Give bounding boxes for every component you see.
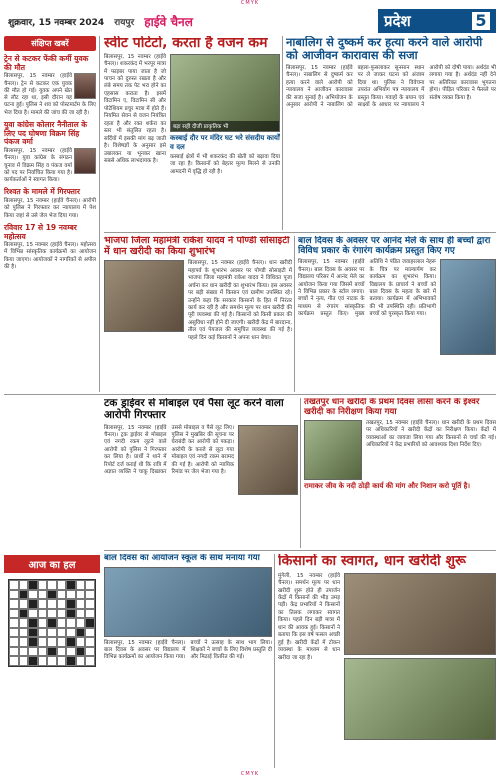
crossword-cell bbox=[57, 618, 67, 628]
briefs-column bbox=[4, 36, 100, 392]
crossword-cell bbox=[19, 609, 29, 619]
story-body: तखतपुर, 15 नवम्बर (हाईवे चैनल)। धान खरीदी के प्रथम दिवस पर अधिकारियों ने खरीदी केंद्रों का निरीक्षण किया। केंद्रों में व्यवस्थाओं का जायजा लिया गया और किसानों से चर्चा की गई। अधिकारियों ने केंद्र प्रभारियों को आवश्यक दिशा निर्देश दिए। bbox=[366, 420, 496, 449]
crossword-cell bbox=[76, 637, 86, 647]
crossword-cell bbox=[47, 637, 57, 647]
masthead-info bbox=[4, 9, 378, 33]
crossword-cell bbox=[28, 580, 38, 590]
issue-city: रायपुर bbox=[114, 17, 135, 28]
crossword-cell bbox=[66, 580, 76, 590]
brief-item bbox=[4, 224, 96, 271]
crossword-cell bbox=[9, 609, 19, 619]
column-divider bbox=[300, 398, 301, 548]
puzzle-box bbox=[4, 555, 100, 767]
brief-body: बिलासपुर, 15 नवम्बर (हाईवे चैनल)। ट्रेन से कटकर एक युवक की मौत हो गई। युवक अपने खेत से लौट रहा था, इसी दौरान यह घटना हुई। पुलिस ने शव को पोस्टमार्टम के लिए भेज दिया है। मामले की जांच की जा रही है। bbox=[4, 73, 96, 116]
brief-photo bbox=[74, 73, 96, 99]
story-childrens-day-fair bbox=[298, 236, 496, 392]
crossword-cell bbox=[57, 637, 67, 647]
crossword-cell bbox=[76, 618, 86, 628]
story-body: बिलासपुर, 15 नवम्बर (हाईवे चैनल)। शकरकंद में भरपूर मात्रा में फाइबर पाया जाता है जो पाचन को दुरुस्त रखता है और लंबे समय तक पेट भरा होने का एहसास कराता है। इसमें विटामिन ए, विटामिन सी और पोटेशियम प्रचुर मात्रा में होते हैं। नियमित सेवन से वजन नियंत्रित रहता है और रक्त शर्करा का स्तर भी संतुलित रहता है। सर्दियों में इसकी मांग बढ़ जाती है। विशेषज्ञों के अनुसार इसे उबालकर या भूनकर खाना सबसे अधिक लाभदायक है। bbox=[104, 53, 166, 165]
crossword-cell bbox=[28, 609, 38, 619]
crossword-cell bbox=[9, 656, 19, 666]
crossword-cell bbox=[47, 599, 57, 609]
story-subhead: कस्बाई दौर पर मंदिर घट भरे संसदीय कार्यों व दल bbox=[170, 133, 280, 151]
photo-caption: बड़ा सही दीजी प्राकृतिक भी bbox=[171, 121, 279, 131]
crossword-cell bbox=[38, 637, 48, 647]
crossword-cell bbox=[76, 656, 86, 666]
crossword-cell bbox=[19, 580, 29, 590]
story-photo bbox=[238, 425, 298, 495]
story-photo bbox=[344, 573, 496, 655]
crossword-cell bbox=[85, 656, 95, 666]
crossword-cell bbox=[57, 580, 67, 590]
story-headline: बाल दिवस के अवसर पर आनंद मेले के साथ ही बच्चों द्वारा विविध प्रकार के रंगारंग कार्यक्रम प्रस्तुत किए गए bbox=[298, 236, 491, 257]
puzzle-heading: आज का हल bbox=[4, 555, 100, 573]
crossword-cell bbox=[9, 628, 19, 638]
crossword-grid bbox=[8, 579, 96, 667]
crossword-cell bbox=[66, 656, 76, 666]
crossword-cell bbox=[19, 628, 29, 638]
column-divider bbox=[294, 236, 295, 392]
crossword-cell bbox=[47, 590, 57, 600]
crossword-cell bbox=[85, 618, 95, 628]
crossword-cell bbox=[38, 656, 48, 666]
crossword-cell bbox=[47, 628, 57, 638]
crossword-cell bbox=[47, 647, 57, 657]
crossword-cell bbox=[76, 628, 86, 638]
story-takhatpur-inspection bbox=[304, 398, 496, 548]
crossword-cell bbox=[57, 599, 67, 609]
brief-body: बिलासपुर, 15 नवम्बर (हाईवे चैनल)। युवा कांग्रेस के संगठन चुनाव में विक्रम सिंह व पंकज वर्मा को पद पर निर्वाचित किया गया है। कार्यकर्ताओं ने स्वागत किया। bbox=[4, 147, 72, 184]
crossword-cell bbox=[47, 618, 57, 628]
crossword-cell bbox=[76, 599, 86, 609]
crossword-cell bbox=[19, 618, 29, 628]
crossword-cell bbox=[66, 637, 76, 647]
story-body: बिलासपुर, 15 नवम्बर (हाईवे चैनल)। धान खरीदी महापर्व के शुभारंभ अवसर पर पोण्डी सोसाइटी में भाजपा जिला महामंत्री राकेश यादव ने विधिवत पूजा अर्चना कर धान खरीदी का शुभारंभ किया। इस अवसर पर बड़ी संख्या में किसान एवं ग्रामीण उपस्थित रहे। उन्होंने कहा कि सरकार किसानों के हित में निरंतर कार्य कर रही है और समर्थन मूल्य पर धान खरीदी की पूरी व्यवस्था की गई है। किसानों को किसी प्रकार की असुविधा नहीं होने दी जाएगी। खरीदी केंद्र में बारदाना, तौल एवं पेयजल की समुचित व्यवस्था की गई है। पहले दिन कई किसानों ने अपना धान बेचा। bbox=[188, 260, 292, 341]
crossword-cell bbox=[9, 580, 19, 590]
crossword-cell bbox=[47, 656, 57, 666]
crossword-cell bbox=[76, 647, 86, 657]
page-number: 5 bbox=[472, 12, 490, 30]
column-divider bbox=[274, 554, 275, 768]
brief-title: रिश्वत के मामले में गिरफ्तार bbox=[4, 187, 80, 197]
story-photo bbox=[440, 259, 496, 355]
story-body: बिलासपुर, 15 नवम्बर (हाईवे चैनल)। बाल दिवस के अवसर पर विद्यालय में विभिन्न कार्यक्रमों का आयोजन किया गया। बच्चों ने उत्साह के साथ भाग लिया। शिक्षकों ने बच्चों के लिए विशेष प्रस्तुति दी और मिठाई वितरित की गई। bbox=[104, 639, 272, 661]
row-divider bbox=[4, 394, 496, 395]
column-divider bbox=[282, 36, 283, 230]
row-divider bbox=[104, 232, 496, 233]
brief-item bbox=[4, 188, 96, 220]
crossword-cell bbox=[19, 590, 29, 600]
story-photo bbox=[104, 260, 184, 332]
cmyk-marker-top: CMYK bbox=[240, 0, 260, 6]
briefs-heading: संक्षिप्त खबरें bbox=[4, 36, 96, 51]
story-sweet-potato bbox=[104, 36, 280, 230]
crossword-cell bbox=[9, 637, 19, 647]
crossword-cell bbox=[57, 647, 67, 657]
crossword-cell bbox=[38, 590, 48, 600]
crossword-cell bbox=[19, 637, 29, 647]
crossword-cell bbox=[9, 618, 19, 628]
brief-item bbox=[4, 55, 96, 117]
story-headline: भाजपा जिला महामंत्री राकेश यादव ने पोण्डी सोसाइटी में धान खरीदी का किया शुभारंभ bbox=[104, 236, 290, 257]
crossword-cell bbox=[47, 580, 57, 590]
crossword-cell bbox=[57, 656, 67, 666]
cmyk-marker-bottom: CMYK bbox=[240, 771, 260, 777]
crossword-cell bbox=[85, 628, 95, 638]
crossword-cell bbox=[28, 647, 38, 657]
row-divider bbox=[104, 550, 496, 551]
crossword-cell bbox=[28, 599, 38, 609]
crossword-cell bbox=[9, 599, 19, 609]
section-banner bbox=[378, 9, 496, 33]
crossword-cell bbox=[38, 599, 48, 609]
crossword-cell bbox=[57, 590, 67, 600]
crossword-cell bbox=[38, 618, 48, 628]
crossword-cell bbox=[66, 618, 76, 628]
story-body: बिलासपुर, 15 नवम्बर (हाईवे चैनल)। ट्रक ड्राईवर से मोबाइल एवं नगदी रकम लूटने वाले आरोपी को पुलिस ने गिरफ्तार कर लिया है। प्रार्थी ने थाने में रिपोर्ट दर्ज कराई थी कि रात्रि में अज्ञात व्यक्ति ने चाकू दिखाकर उससे मोबाइल व पैसे लूट लिए। पुलिस ने मुखबिर की सूचना पर घेराबंदी कर आरोपी को पकड़ा। आरोपी के कब्जे से लूटा गया मोबाइल एवं नगदी रकम बरामद की गई है। आरोपी को न्यायिक रिमांड पर जेल भेजा गया है। bbox=[104, 424, 234, 476]
story-school-childrens-day bbox=[104, 554, 272, 768]
story-headline: बाल दिवस का आयोजन स्कूल के साथ मनाया गया bbox=[104, 554, 260, 563]
crossword-cell bbox=[47, 609, 57, 619]
story-court-verdict bbox=[286, 36, 496, 230]
crossword-cell bbox=[57, 628, 67, 638]
crossword-cell bbox=[19, 656, 29, 666]
crossword-cell bbox=[85, 637, 95, 647]
crossword-cell bbox=[38, 580, 48, 590]
brief-title: युवा कांग्रेस कोलार नैनीताल के लिए पद घोषणा विक्रम सिंह पंकज वर्मा bbox=[4, 120, 88, 147]
story-headline: स्वीट पोटेटो, करता है वजन कम bbox=[104, 36, 268, 51]
masthead bbox=[4, 9, 496, 33]
section-name: प्रदेश bbox=[384, 12, 411, 30]
crossword-cell bbox=[38, 609, 48, 619]
crossword-cell bbox=[57, 609, 67, 619]
brief-body: बिलासपुर, 15 नवम्बर (हाईवे चैनल)। आरोपी को पुलिस ने गिरफ्तार कर न्यायालय में पेश किया जहां से उसे जेल भेज दिया गया। bbox=[4, 198, 96, 219]
story-headline: किसानों का स्वागत, धान खरीदी शुरू bbox=[278, 554, 466, 569]
crossword-cell bbox=[66, 647, 76, 657]
crossword-cell bbox=[9, 590, 19, 600]
crossword-cell bbox=[28, 628, 38, 638]
brief-item bbox=[4, 121, 96, 184]
story-headline: नाबालिग से दुष्कर्म कर हत्या करने वाले आरोपी को आजीवन कारावास की सजा bbox=[286, 36, 483, 62]
crossword-cell bbox=[85, 599, 95, 609]
story-body: बिलासपुर, 15 नवम्बर (हाईवे चैनल)। नाबालिग से दुष्कर्म कर हत्या करने वाले आरोपी को न्यायालय ने आजीवन कारावास की सजा सुनाई है। अभियोजन के अनुसार आरोपी ने नाबालिग को बहला-फुसलाकर सुनसान स्थान पर ले जाकर घटना को अंजाम दिया था। पुलिस ने विवेचना उपरांत अभियोग पत्र न्यायालय में प्रस्तुत किया। गवाहों के बयान एवं साक्ष्यों के आधार पर न्यायालय ने आरोपी को दोषी पाया। अर्थदंड भी लगाया गया है। अर्थदंड नहीं देने पर अतिरिक्त कारावास भुगतना होगा। पीड़ित परिवार ने फैसले पर संतोष व्यक्त किया है। bbox=[286, 64, 496, 109]
story-headline: टक ड्राईवर से मोबाइल एवं पैसा लूट करने वाला आरोपी गिरफ्तार bbox=[104, 398, 284, 421]
story-paddy-inauguration bbox=[104, 236, 292, 392]
story-photo bbox=[104, 567, 272, 637]
crossword-cell bbox=[85, 580, 95, 590]
crossword-cell bbox=[85, 590, 95, 600]
crossword-cell bbox=[9, 647, 19, 657]
brief-title: रविवार 17 से 19 नवम्बर महोत्सव bbox=[4, 222, 77, 241]
crossword-cell bbox=[28, 637, 38, 647]
crossword-cell bbox=[19, 647, 29, 657]
crossword-cell bbox=[85, 647, 95, 657]
crossword-cell bbox=[66, 628, 76, 638]
newspaper-brand: हाईवे चैनल bbox=[144, 14, 193, 29]
crossword-cell bbox=[76, 580, 86, 590]
story-farmers-welcome bbox=[278, 554, 496, 768]
crossword-cell bbox=[28, 618, 38, 628]
crossword-cell bbox=[66, 590, 76, 600]
crossword-cell bbox=[19, 599, 29, 609]
crossword-cell bbox=[28, 590, 38, 600]
crossword-cell bbox=[38, 628, 48, 638]
story-body: मुंगेली, 15 नवम्बर (हाईवे चैनल)। समर्थन मूल्य पर धान खरीदी शुरू होते ही उपार्जन केंद्रों में किसानों की भीड़ उमड़ पड़ी। केंद्र प्रभारियों ने किसानों का तिलक लगाकर स्वागत किया। पहले दिन बड़ी मात्रा में धान की आवक हुई। किसानों ने बताया कि इस वर्ष फसल अच्छी हुई है। खरीदी केंद्रों में टोकन व्यवस्था के माध्यम से धान खरीदा जा रहा है। bbox=[278, 572, 340, 661]
brief-title: ट्रेन से कटकर फेंकी कर्मी युवक की मौत bbox=[4, 54, 89, 72]
story-body: बिलासपुर, 15 नवम्बर (हाईवे चैनल)। बाल दिवस के अवसर पर विद्यालय परिसर में आनंद मेले का आयोजन किया गया जिसमें बच्चों ने विभिन्न प्रकार के स्टॉल लगाए। बच्चों ने नृत्य, गीत एवं नाटक के माध्यम से रंगारंग सांस्कृतिक कार्यक्रम प्रस्तुत किए। मुख्य अतिथि ने पंडित जवाहरलाल नेहरू के चित्र पर माल्यार्पण कर कार्यक्रम का शुभारंभ किया। विद्यालय के प्राचार्य ने बच्चों को बाल दिवस के महत्व के बारे में बताया। कार्यक्रम में अभिभावकों की भी उपस्थिति रही। प्रतिभागी बच्चों को पुरस्कृत किया गया। bbox=[298, 259, 436, 318]
story-photo bbox=[170, 54, 280, 132]
crossword-cell bbox=[38, 647, 48, 657]
story-photo bbox=[304, 420, 362, 480]
story-body-continued: कस्बाई क्षेत्रों में भी शकरकंद की खेती को बढ़ावा दिया जा रहा है। किसानों को बेहतर मूल्य मिलने से उनकी आमदनी में वृद्धि हो रही है। bbox=[170, 153, 280, 175]
crossword-cell bbox=[28, 656, 38, 666]
crossword-cell bbox=[76, 590, 86, 600]
crossword-cell bbox=[66, 609, 76, 619]
story-subhead: रामाकर जीव के नदी ठोड़ी कार्य की मांग और निशान करो पूर्ति है। bbox=[304, 482, 471, 491]
story-truck-robbery bbox=[104, 398, 298, 548]
brief-photo bbox=[74, 148, 96, 174]
issue-date: शुक्रवार, 15 नवम्बर 2024 bbox=[8, 17, 105, 28]
crossword-cell bbox=[66, 599, 76, 609]
story-photo bbox=[344, 658, 496, 740]
story-headline: तखतपुर धान खरीदी के प्रथम दिवस लांसा करने के ईश्वर खरीदी का निरीक्षण किया गया bbox=[304, 398, 480, 417]
crossword-cell bbox=[76, 609, 86, 619]
brief-body: बिलासपुर, 15 नवम्बर (हाईवे चैनल)। महोत्सव में विभिन्न सांस्कृतिक कार्यक्रमों का आयोजन किया जाएगा। आयोजकों ने नागरिकों से अपील की है। bbox=[4, 242, 96, 271]
crossword-cell bbox=[85, 609, 95, 619]
